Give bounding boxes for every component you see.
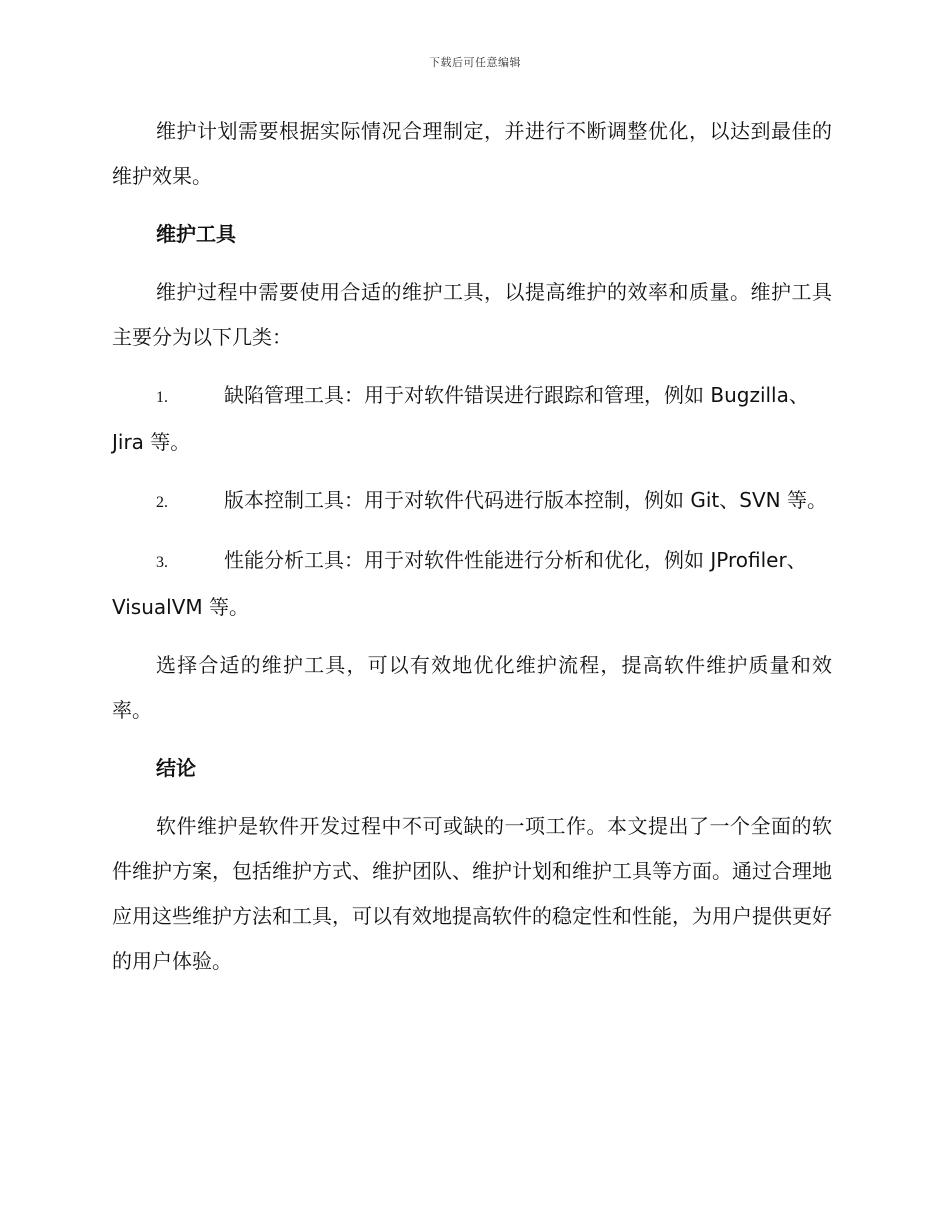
list-item-performance-tools: [112, 538, 832, 630]
heading-maintenance-tools: 维护工具: [156, 222, 236, 246]
list-number: 3.: [156, 554, 168, 571]
paragraph-maintenance-plan: 维护计划需要根据实际情况合理制定，并进行不断调整优化，以达到最佳的维护效果。: [112, 119, 832, 188]
paragraph-tools-intro: 维护过程中需要使用合适的维护工具，以提高维护的效率和质量。维护工具主要分为以下几类：: [112, 280, 832, 349]
list-item-text: 缺陷管理工具：用于对软件错误进行跟踪和管理，例如 Bugzilla、Jira 等。: [112, 383, 809, 454]
heading-conclusion: 结论: [156, 756, 196, 780]
paragraph-tools-summary: 选择合适的维护工具，可以有效地优化维护流程，提高软件维护质量和效率。: [112, 653, 832, 722]
list-item-text: 版本控制工具：用于对软件代码进行版本控制，例如 Git、SVN 等。: [224, 488, 827, 512]
list-item-text: 性能分析工具：用于对软件性能进行分析和优化，例如 JProfiler、VisualVM 等。: [112, 548, 807, 619]
list-number: 1.: [156, 389, 168, 406]
document-body: [112, 109, 832, 984]
page-header: 下载后可任意编辑: [429, 56, 521, 69]
paragraph-conclusion: 软件维护是软件开发过程中不可或缺的一项工作。本文提出了一个全面的软件维护方案，包括维护方式、维护团队、维护计划和维护工具等方面。通过合理地应用这些维护方法和工具，可以有效地提高软件的稳定性和性能，为用户提供更好的用户体验。: [112, 814, 832, 973]
list-item-version-tools: [112, 478, 832, 525]
list-item-defect-tools: [112, 373, 832, 465]
list-number: 2.: [156, 494, 168, 511]
